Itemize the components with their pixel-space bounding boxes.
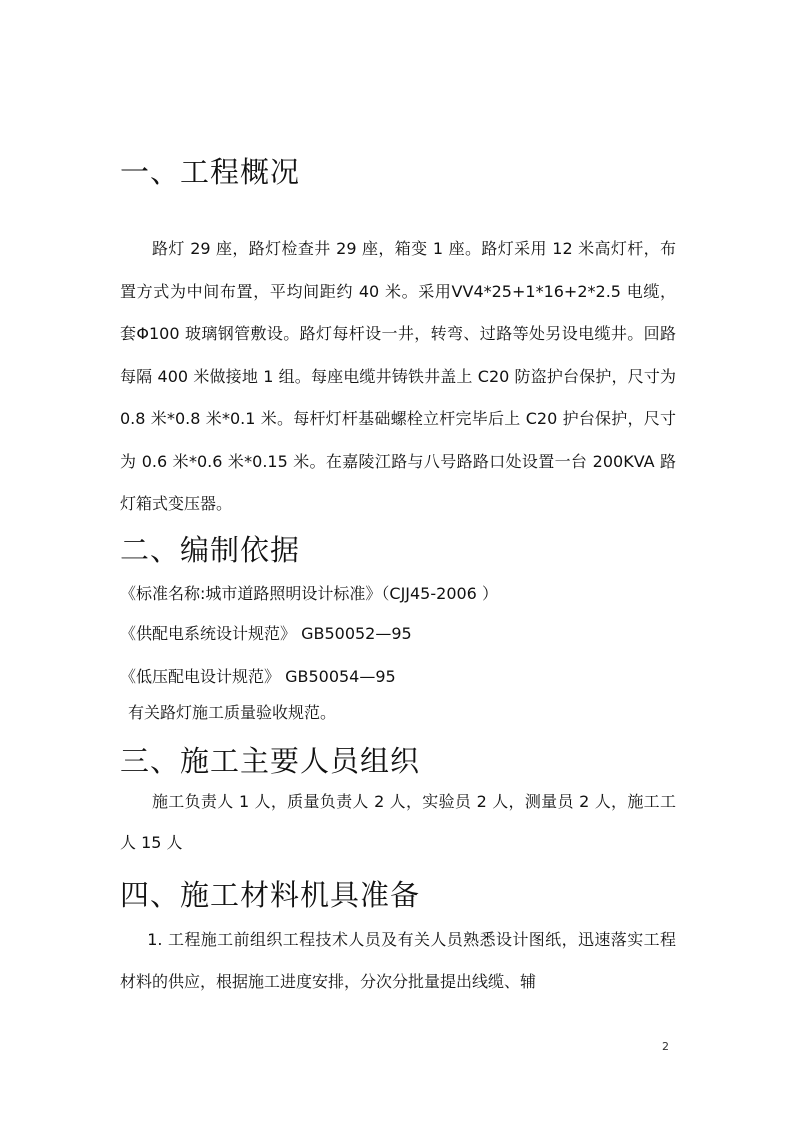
page-number: 2 [662, 1040, 669, 1053]
section-heading-overview: 一、工程概况 [120, 155, 301, 189]
page-content [120, 150, 676, 1004]
section-heading-personnel: 三、施工主要人员组织 [120, 743, 421, 778]
basis-item-4: 有关路灯施工质量验收规范。 [128, 702, 337, 722]
section-heading-basis: 二、编制依据 [120, 532, 301, 567]
basis-item-1: 《标准名称:城市道路照明设计标准》（CJJ45-2006 ） [120, 583, 498, 603]
personnel-paragraph: 施工负责人 1 人，质量负责人 2 人，实验员 2 人，测量员 2 人，施工工人 15 人 [120, 791, 676, 852]
overview-paragraph: 路灯 29 座，路灯检查井 29 座，箱变 1 座。路灯采用 12 米高灯杆，布置方式为中间布置，平均间距约 40 米。采用VV4*25+1*16+2*2.5 电缆，套Φ100 玻璃钢管敷设。路灯每杆设一井，转弯、过路等处另设电缆井。回路每隔 400 米做接地 1 组。每座电缆井铸铁井盖上 C20 防盗护台保护，尺寸为 0.8 米*0.8 米*0.1 米。每杆灯杆基础螺栓立杆完毕后上 C20 护台保护，尺寸为 0.6 米*0.6 米*0.15 米。在嘉陵江路与八号路路口处设置一台 200KVA 路灯箱式变压器。 [120, 239, 676, 513]
basis-item-3: 《低压配电设计规范》 GB50054—95 [120, 666, 396, 686]
materials-paragraph: 1. 工程施工前组织工程技术人员及有关人员熟悉设计图纸，迅速落实工程材料的供应，根据施工进度安排，分次分批量提出线缆、辅 [120, 929, 676, 991]
section-heading-materials: 四、施工材料机具准备 [120, 877, 421, 912]
basis-item-2: 《供配电系统设计规范》 GB50052—95 [120, 623, 412, 643]
spacer [120, 194, 676, 228]
